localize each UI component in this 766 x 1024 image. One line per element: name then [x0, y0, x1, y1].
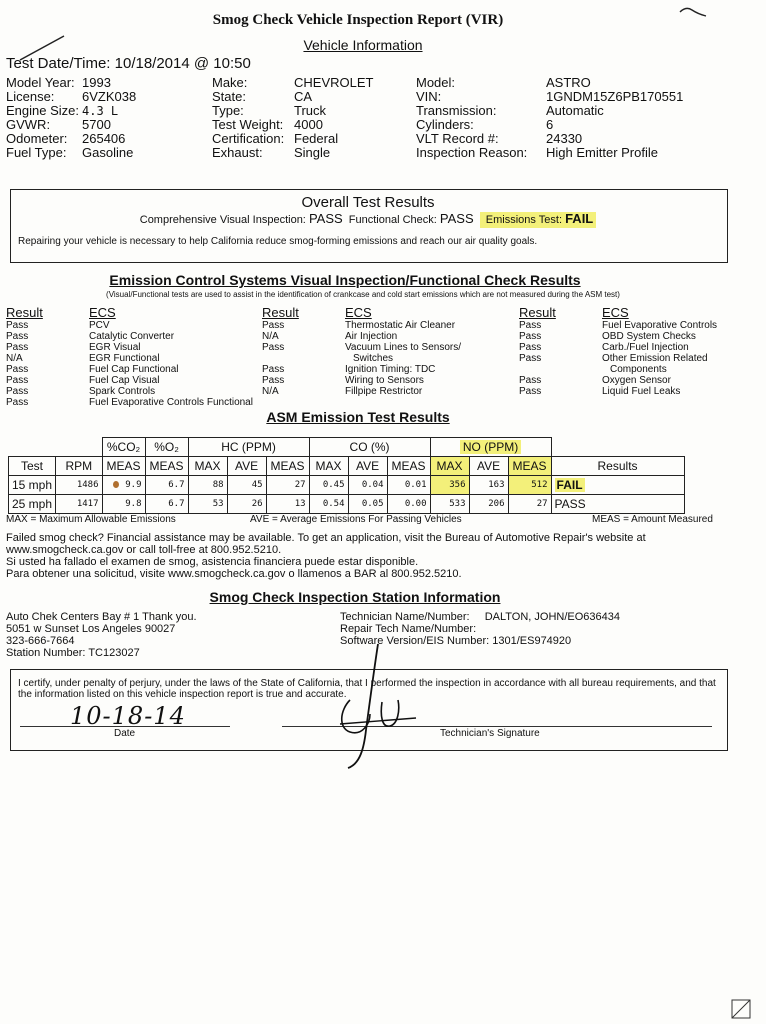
software-label: Software Version/EIS Number:: [340, 635, 490, 647]
ecs-item: Fuel Evaporative Controls Functional: [89, 397, 253, 408]
ecs-result: Pass: [519, 320, 542, 331]
no-max-cell: 356: [430, 476, 469, 495]
blank-cell: [551, 438, 684, 457]
tech-value: DALTON, JOHN/EO636434: [484, 611, 621, 623]
vehicle-col-3: [416, 76, 716, 163]
hc-ave-cell: 26: [227, 495, 266, 514]
vehicle-label: Model:: [416, 75, 456, 90]
ecs-result: Pass: [519, 386, 542, 397]
ecs-item: Spark Controls: [89, 386, 156, 397]
ecs-item: Other Emission Related: [602, 353, 708, 364]
ecs-col3-items: [602, 320, 717, 397]
ecs-result-header-3: Result: [519, 305, 556, 320]
co2-group-header: %CO₂: [102, 438, 145, 457]
hc-max-cell: 88: [188, 476, 227, 495]
col-header-o2-meas: MEAS: [145, 457, 188, 476]
model-year-value: 1993: [82, 75, 111, 90]
visual-value: PASS: [308, 211, 343, 226]
vehicle-label: Inspection Reason:: [416, 145, 528, 160]
ecs-header-1: ECS: [89, 305, 116, 320]
ecs-item: OBD System Checks: [602, 331, 696, 342]
col-header-co2-meas: MEAS: [102, 457, 145, 476]
o2-cell: 6.7: [145, 495, 188, 514]
ecs-result: Pass: [519, 342, 542, 353]
ecs-col2-results: [262, 320, 284, 397]
vehicle-label: Model Year:: [6, 75, 75, 90]
ecs-result: Pass: [262, 342, 285, 353]
col-header-hc-max: MAX: [188, 457, 227, 476]
ecs-result: Pass: [6, 320, 29, 331]
assistance-line: Para obtener una solicitud, visite www.smogcheck.ca.gov o llamenos a BAR al 800.952.5210.: [6, 568, 462, 580]
vehicle-label: VIN:: [416, 89, 442, 104]
vehicle-label: VLT Record #:: [416, 131, 499, 146]
o2-cell: 6.7: [145, 476, 188, 495]
ecs-item: Components: [610, 364, 667, 375]
ecs-heading: Emission Control Systems Visual Inspection/Functional Check Results: [109, 272, 581, 288]
vehicle-label: GVWR:: [6, 117, 51, 132]
legend-max: MAX = Maximum Allowable Emissions: [6, 514, 176, 525]
result-cell: [551, 476, 684, 495]
ecs-result: Pass: [519, 331, 542, 342]
col-header-rpm: RPM: [56, 457, 103, 476]
ecs-item: Ignition Timing: TDC: [345, 364, 436, 375]
ecs-item: Fillpipe Restrictor: [345, 386, 423, 397]
overall-heading: Overall Test Results: [301, 194, 435, 211]
pen-mark: [676, 2, 716, 24]
type-value: Truck: [294, 103, 327, 118]
col-header-no-meas: MEAS: [508, 457, 551, 476]
ecs-item: Fuel Evaporative Controls: [602, 320, 718, 331]
ecs-result: Pass: [262, 375, 285, 386]
col-header-co-meas: MEAS: [387, 457, 430, 476]
hc-meas-cell: 27: [266, 476, 309, 495]
date-label: Date: [114, 728, 136, 739]
cylinders-value: 6: [546, 117, 554, 132]
software-value: 1301/ES974920: [492, 635, 572, 647]
ecs-item: EGR Functional: [89, 353, 160, 364]
col-header-no-ave: AVE: [469, 457, 508, 476]
model-value: ASTRO: [546, 75, 591, 90]
vehicle-info-heading: Vehicle Information: [303, 37, 423, 53]
ecs-col3-results: [519, 320, 541, 397]
assistance-line: Si usted ha fallado el examen de smog, asistencia financiera puede estar disponible.: [6, 556, 419, 568]
co-meas-cell: 0.01: [387, 476, 430, 495]
certify-text: I certify, under penalty of perjury, under the laws of the State of California, that I performed the inspection in accordance with all bureau requirements, and that the information listed on this vehicle inspection report is true and accurate.: [18, 678, 716, 700]
no-ave-cell: 163: [469, 476, 508, 495]
emissions-label: Emissions Test:: [485, 214, 563, 226]
rpm-cell: 1417: [56, 495, 103, 514]
co2-cell: [102, 476, 145, 495]
license-value: 6VZK038: [82, 89, 137, 104]
legend-ave: AVE = Average Emissions For Passing Vehicles: [250, 514, 462, 525]
ecs-col2-items: [345, 320, 461, 397]
asm-heading: ASM Emission Test Results: [266, 409, 450, 425]
col-header-hc-ave: AVE: [227, 457, 266, 476]
ecs-result: Pass: [6, 386, 29, 397]
hc-max-cell: 53: [188, 495, 227, 514]
ecs-header-2: ECS: [345, 305, 372, 320]
vehicle-label: State:: [212, 89, 246, 104]
ecs-result: Pass: [519, 353, 542, 364]
ecs-result: Pass: [6, 342, 29, 353]
ecs-item: Fuel Cap Visual: [89, 375, 160, 386]
ecs-item: Catalytic Converter: [89, 331, 175, 342]
vehicle-col-2: [212, 76, 412, 163]
no-meas-cell: 512: [508, 476, 551, 495]
ecs-item: EGR Visual: [89, 342, 141, 353]
overall-note: Repairing your vehicle is necessary to help California reduce smog-forming emissions and reach our air quality goals.: [18, 236, 538, 247]
vehicle-label: Engine Size:: [6, 103, 79, 118]
co2-value: 9.9: [125, 480, 142, 490]
vehicle-label: Fuel Type:: [6, 145, 67, 160]
gvwr-value: 5700: [82, 117, 111, 132]
fuel-type-value: Gasoline: [82, 145, 134, 160]
ecs-item: Fuel Cap Functional: [89, 364, 179, 375]
no-group-label: NO (PPM): [460, 440, 521, 454]
ecs-item: Liquid Fuel Leaks: [602, 386, 681, 397]
co-ave-cell: 0.04: [348, 476, 387, 495]
co2-cell: 9.8: [102, 495, 145, 514]
ecs-item: Vacuum Lines to Sensors/: [345, 342, 461, 353]
odometer-value: 265406: [82, 131, 126, 146]
vehicle-label: Make:: [212, 75, 248, 90]
assistance-text: [6, 532, 726, 580]
make-value: CHEVROLET: [294, 75, 374, 90]
test-cell: 25 mph: [9, 495, 56, 514]
hc-meas-cell: 13: [266, 495, 309, 514]
test-datetime: Test Date/Time: 10/18/2014 @ 10:50: [6, 55, 251, 72]
ecs-result-header-1: Result: [6, 305, 43, 320]
engine-size-value: 4.3 L: [82, 104, 119, 118]
blank-cell: [9, 438, 56, 457]
ecs-result: Pass: [6, 397, 29, 408]
col-header-hc-meas: MEAS: [266, 457, 309, 476]
ecs-col1-results: [6, 320, 28, 408]
vehicle-label: Test Weight:: [212, 117, 284, 132]
ecs-result: Pass: [262, 320, 285, 331]
station-address: 5051 w Sunset Los Angeles 90027: [6, 623, 176, 635]
scan-corner-mark: [730, 998, 752, 1020]
ecs-result: Pass: [6, 375, 29, 386]
inspection-reason-value: High Emitter Profile: [546, 145, 658, 160]
vin-value: 1GNDM15Z6PB170551: [546, 89, 684, 104]
station-phone: 323-666-7664: [6, 635, 75, 647]
co-meas-cell: 0.00: [387, 495, 430, 514]
rpm-cell: 1486: [56, 476, 103, 495]
ecs-subheading: (Visual/Functional tests are used to assist in the identification of crankcase and cold start emissions which are not measured during the ASM test): [106, 290, 620, 299]
col-header-results: Results: [551, 457, 684, 476]
no-group-header: [430, 438, 551, 457]
vehicle-label: Type:: [212, 103, 244, 118]
overall-line: [10, 213, 726, 226]
ecs-result: [519, 364, 541, 375]
test-cell: 15 mph: [9, 476, 56, 495]
certification-value: Federal: [294, 131, 339, 146]
ecs-col1-items: [89, 320, 253, 408]
hc-group-header: HC (PPM): [188, 438, 309, 457]
report-title: Smog Check Vehicle Inspection Report (VIR): [212, 12, 504, 28]
ecs-item: Oxygen Sensor: [602, 375, 671, 386]
co-ave-cell: 0.05: [348, 495, 387, 514]
assistance-line: www.smogcheck.ca.gov or call toll-free at 800.952.5210.: [6, 544, 282, 556]
vehicle-label: Certification:: [212, 131, 285, 146]
assistance-line: Failed smog check? Financial assistance may be available. To get an application, visit the Bureau of Automotive Repair's website at: [6, 532, 646, 544]
vehicle-label: Exhaust:: [212, 145, 263, 160]
asm-group-header-row: [9, 438, 685, 457]
ecs-result: N/A: [262, 331, 279, 342]
co-group-header: CO (%): [309, 438, 430, 457]
ecs-result: N/A: [6, 353, 23, 364]
hc-ave-cell: 45: [227, 476, 266, 495]
col-header-no-max: MAX: [430, 457, 469, 476]
result-fail: FAIL: [556, 478, 583, 492]
station-heading: Smog Check Inspection Station Information: [209, 589, 501, 605]
functional-label: Functional Check:: [348, 214, 437, 226]
col-header-co-ave: AVE: [348, 457, 387, 476]
no-max-cell: 533: [430, 495, 469, 514]
ecs-item: Wiring to Sensors: [345, 375, 424, 386]
ecs-result: Pass: [262, 364, 285, 375]
asm-table: [8, 437, 685, 514]
ecs-item: PCV: [89, 320, 110, 331]
signature-label: Technician's Signature: [440, 728, 540, 739]
ecs-header-3: ECS: [602, 305, 629, 320]
legend-meas: MEAS = Amount Measured: [592, 514, 713, 525]
exhaust-value: Single: [294, 145, 331, 160]
emissions-value: FAIL: [565, 211, 594, 226]
functional-value: PASS: [439, 211, 474, 226]
co-max-cell: 0.45: [309, 476, 348, 495]
co-max-cell: 0.54: [309, 495, 348, 514]
transmission-value: Automatic: [546, 103, 604, 118]
ecs-result: [262, 353, 284, 364]
o2-group-header: %O₂: [145, 438, 188, 457]
ecs-result-header-2: Result: [262, 305, 299, 320]
col-header-co-max: MAX: [309, 457, 348, 476]
state-value: CA: [294, 89, 313, 104]
ecs-item: Carb./Fuel Injection: [602, 342, 689, 353]
date-handwritten: 10-18-14: [70, 702, 186, 730]
asm-col-header-row: [9, 457, 685, 476]
technician-signature: [320, 640, 430, 775]
vehicle-label: Odometer:: [6, 131, 68, 146]
test-weight-value: 4000: [294, 117, 323, 132]
tech-label: Technician Name/Number:: [340, 611, 470, 623]
repair-label: Repair Tech Name/Number:: [340, 623, 477, 635]
vehicle-label: Cylinders:: [416, 117, 474, 132]
vehicle-col-1: [6, 76, 206, 163]
col-header-test: Test: [9, 457, 56, 476]
vehicle-label: License:: [6, 89, 55, 104]
ecs-result: Pass: [519, 375, 542, 386]
ecs-result: N/A: [262, 386, 279, 397]
ecs-result: Pass: [6, 331, 29, 342]
ecs-result: Pass: [6, 364, 29, 375]
station-name: Auto Chek Centers Bay # 1 Thank you.: [6, 611, 197, 623]
station-left: [6, 611, 197, 659]
vlt-record-value: 24330: [546, 131, 583, 146]
ecs-item: Switches: [353, 353, 394, 364]
result-cell: PASS: [551, 495, 684, 514]
table-row: [9, 495, 685, 514]
ecs-item: Air Injection: [345, 331, 398, 342]
ink-dot-icon: [113, 481, 119, 488]
visual-label: Comprehensive Visual Inspection:: [139, 214, 306, 226]
no-meas-cell: 27: [508, 495, 551, 514]
ecs-item: Thermostatic Air Cleaner: [345, 320, 456, 331]
vehicle-label: Transmission:: [416, 103, 497, 118]
no-ave-cell: 206: [469, 495, 508, 514]
table-row: [9, 476, 685, 495]
station-number: Station Number: TC123027: [6, 647, 140, 659]
blank-cell: [56, 438, 103, 457]
